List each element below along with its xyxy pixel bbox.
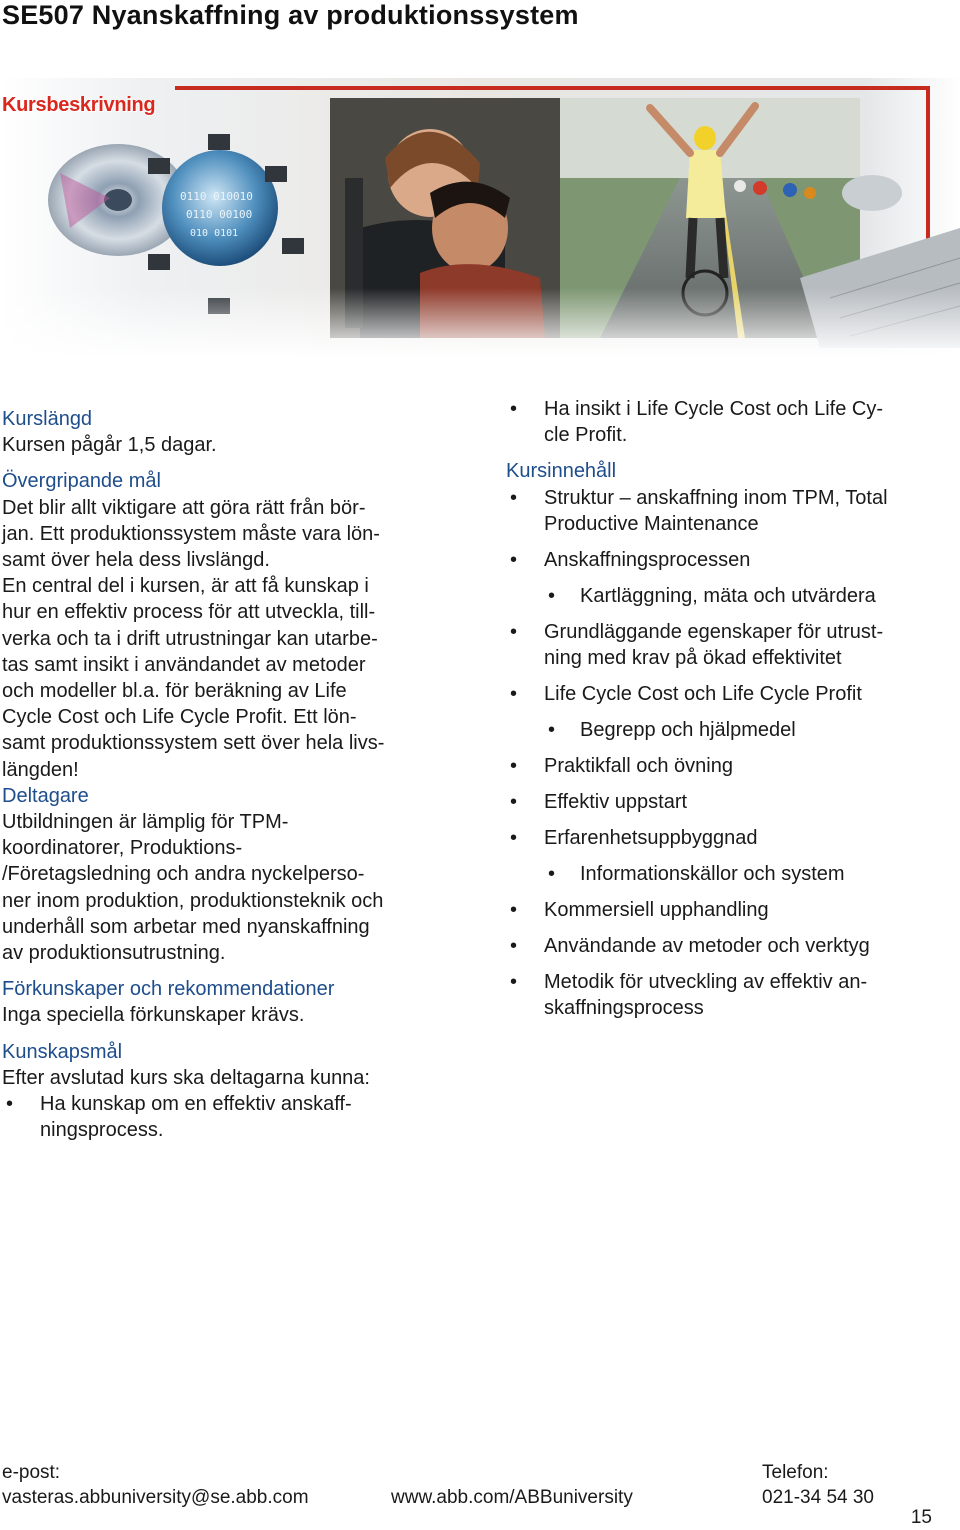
left-column bbox=[2, 406, 452, 1143]
mal-paragraph bbox=[2, 495, 452, 783]
text-line: samt över hela dess livslängd. bbox=[2, 549, 270, 572]
page-number: 15 bbox=[910, 1507, 932, 1528]
bullet-icon: • bbox=[548, 584, 556, 607]
bullet-icon: • bbox=[510, 755, 518, 778]
text-line: skaffningsprocess bbox=[544, 997, 704, 1020]
text-line: jan. Ett produktionssystem måste vara lön- bbox=[2, 522, 380, 545]
text-line: Life Cycle Cost och Life Cycle Profit bbox=[544, 683, 862, 706]
email-link[interactable]: vasteras.abbuniversity@se.abb.com bbox=[2, 1487, 309, 1508]
section-heading-deltagare: Deltagare bbox=[2, 784, 89, 807]
email-label: e-post: bbox=[2, 1462, 61, 1483]
list-item bbox=[506, 933, 946, 959]
text-line: ner inom produktion, produktionsteknik och bbox=[2, 889, 384, 912]
text-line: Begrepp och hjälpmedel bbox=[580, 719, 796, 742]
section-heading-kursinnehall: Kursinnehåll bbox=[506, 460, 617, 483]
bullet-icon: • bbox=[510, 971, 518, 994]
section-heading-kurslangd: Kurslängd bbox=[2, 408, 93, 430]
text-line: Productive Maintenance bbox=[544, 512, 759, 535]
right-column bbox=[506, 396, 946, 1031]
text-line: underhåll som arbetar med nyanskaffning bbox=[2, 915, 370, 938]
text-line: Anskaffningsprocessen bbox=[544, 548, 751, 571]
bullet-icon: • bbox=[548, 863, 556, 886]
list-item bbox=[506, 969, 946, 1021]
list-item bbox=[506, 547, 946, 573]
website-link[interactable]: www.abb.com/ABBuniversity bbox=[391, 1487, 633, 1508]
phone-label: Telefon: bbox=[762, 1462, 829, 1483]
bullet-icon: • bbox=[510, 791, 518, 814]
deltagare-paragraph bbox=[2, 809, 452, 966]
page-title: SE507 Nyanskaffning av produktionssystem bbox=[2, 0, 579, 30]
text-line: ningsprocess. bbox=[40, 1119, 164, 1142]
text-line: /Företagsledning och andra nyckelperso- bbox=[2, 863, 365, 886]
list-item bbox=[506, 825, 946, 851]
bullet-icon: • bbox=[510, 935, 518, 958]
text-line: Ha insikt i Life Cycle Cost och Life Cy- bbox=[544, 398, 884, 420]
list-item bbox=[506, 619, 946, 671]
list-item bbox=[506, 897, 946, 923]
bullet-icon: • bbox=[510, 683, 518, 706]
sub-list-item bbox=[506, 583, 946, 609]
bullet-icon: • bbox=[510, 548, 518, 571]
kurslangd-text: Kursen pågår 1,5 dagar. bbox=[2, 434, 217, 457]
text-line: verka och ta i drift utrustningar kan utarbe- bbox=[2, 627, 378, 650]
text-line: Metodik för utveckling av effektiv an- bbox=[544, 971, 868, 994]
text-line: Effektiv uppstart bbox=[544, 791, 688, 814]
text-line: Kommersiell upphandling bbox=[544, 899, 769, 922]
bullet-icon: • bbox=[510, 620, 518, 643]
text-line: koordinatorer, Produktions- bbox=[2, 837, 243, 860]
text-line: längden! bbox=[2, 758, 79, 781]
section-heading-kunskapsmal: Kunskapsmål bbox=[2, 1040, 123, 1063]
course-content-list bbox=[506, 485, 946, 1022]
text-line: ning med krav på ökad effektivitet bbox=[544, 647, 842, 670]
list-item bbox=[506, 681, 946, 707]
bullet-icon: • bbox=[510, 486, 518, 509]
text-line: En central del i kursen, är att få kunskap i bbox=[2, 575, 369, 598]
bullet-icon: • bbox=[510, 827, 518, 850]
text-line: av produktionsutrustning. bbox=[2, 942, 226, 965]
text-line: Kartläggning, mäta och utvärdera bbox=[580, 584, 876, 607]
bullet-icon: • bbox=[510, 398, 518, 420]
text-line: samt produktionssystem sett över hela livs- bbox=[2, 732, 385, 755]
kunskapsmal-intro: Efter avslutad kurs ska deltagarna kunna: bbox=[2, 1066, 370, 1089]
text-line: Det blir allt viktigare att göra rätt från bör- bbox=[2, 496, 366, 519]
phone-number: 021-34 54 30 bbox=[762, 1487, 874, 1508]
text-line: cle Profit. bbox=[544, 424, 628, 447]
bullet-icon: • bbox=[510, 899, 518, 922]
list-item bbox=[506, 789, 946, 815]
sub-list-item bbox=[506, 861, 946, 887]
text-line: tas samt insikt i användandet av metoder bbox=[2, 653, 366, 676]
list-item bbox=[506, 396, 946, 448]
bullet-icon: • bbox=[6, 1093, 14, 1116]
text-line: Erfarenhetsuppbyggnad bbox=[544, 827, 758, 850]
text-line: och modeller bl.a. för beräkning av Life bbox=[2, 680, 347, 703]
text-line: Informationskällor och system bbox=[580, 863, 845, 886]
list-item bbox=[506, 753, 946, 779]
course-banner-image bbox=[0, 78, 960, 358]
text-line: Ha kunskap om en effektiv anskaff- bbox=[40, 1093, 352, 1116]
sub-list-item bbox=[506, 717, 946, 743]
list-item bbox=[506, 485, 946, 537]
section-heading-forkunskaper: Förkunskaper och rekommendationer bbox=[2, 978, 335, 1001]
text-line: Struktur – anskaffning inom TPM, Total bbox=[544, 486, 888, 509]
list-item bbox=[2, 1091, 452, 1143]
bullet-icon: • bbox=[548, 719, 556, 742]
text-line: Utbildningen är lämplig för TPM- bbox=[2, 811, 289, 834]
text-line: Praktikfall och övning bbox=[544, 755, 733, 778]
text-line: hur en effektiv process för att utveckla, till- bbox=[2, 601, 376, 624]
forkunskaper-text: Inga speciella förkunskaper krävs. bbox=[2, 1004, 305, 1027]
text-line: Grundläggande egenskaper för utrust- bbox=[544, 620, 884, 643]
section-heading-overgripande-mal: Övergripande mål bbox=[2, 470, 161, 493]
text-line: Cycle Cost och Life Cycle Profit. Ett lön- bbox=[2, 706, 357, 729]
text-line: Användande av metoder och verktyg bbox=[544, 935, 870, 958]
banner-label: Kursbeskrivning bbox=[2, 94, 156, 116]
